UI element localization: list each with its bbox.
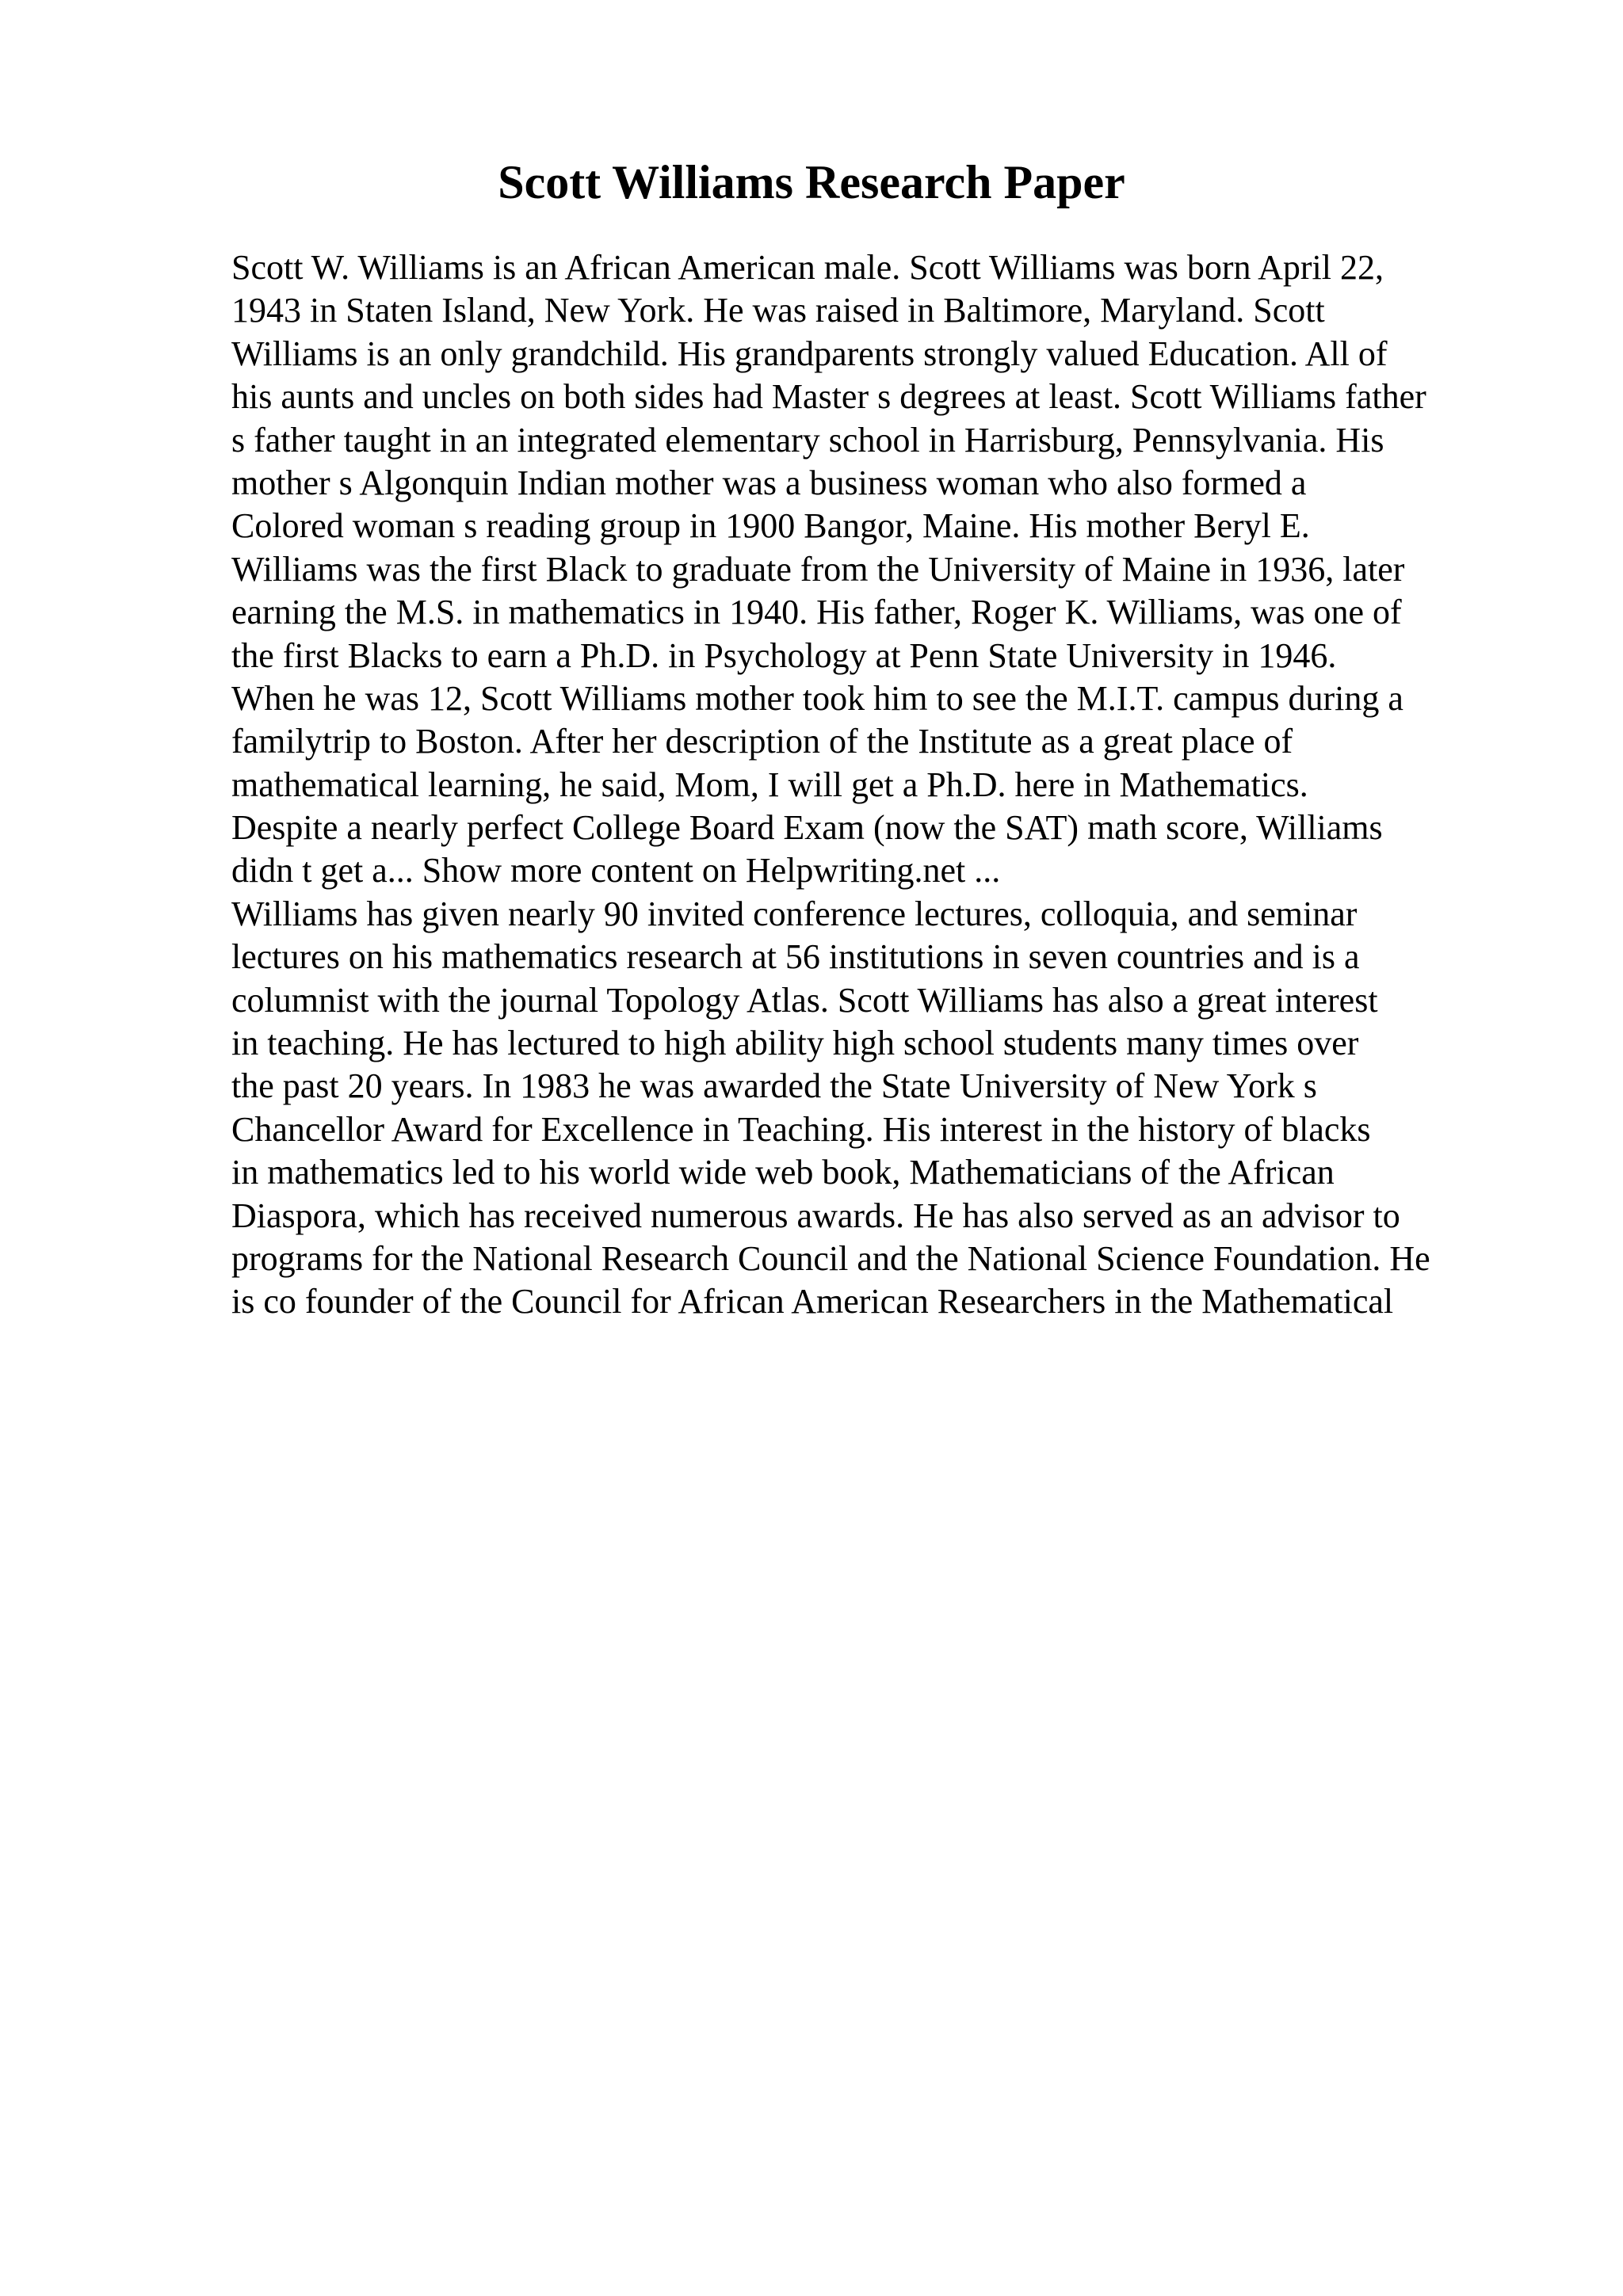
text-line: is co founder of the Council for African American Researchers in the Mathematical	[231, 1282, 1394, 1322]
text-line: Williams was the first Black to graduate from the University of Maine in 1936, later	[231, 549, 1405, 589]
text-line: s father taught in an integrated elementary school in Harrisburg, Pennsylvania. His	[231, 420, 1384, 460]
text-line: 1943 in Staten Island, New York. He was raised in Baltimore, Maryland. Scott	[231, 291, 1325, 330]
text-line: Scott W. Williams is an African American male. Scott Williams was born April 22,	[231, 248, 1384, 287]
text-line: When he was 12, Scott Williams mother took him to see the M.I.T. campus during a	[231, 678, 1403, 718]
text-line: mathematical learning, he said, Mom, I will get a Ph.D. here in Mathematics.	[231, 765, 1308, 804]
text-line: familytrip to Boston. After her description of the Institute as a great place of	[231, 722, 1293, 761]
body-text	[231, 246, 1563, 1324]
text-line: the first Blacks to earn a Ph.D. in Psychology at Penn State University in 1946.	[231, 635, 1337, 675]
text-line: Chancellor Award for Excellence in Teaching. His interest in the history of blacks	[231, 1109, 1371, 1149]
text-line: Williams is an only grandchild. His grandparents strongly valued Education. All of	[231, 334, 1388, 373]
text-line: programs for the National Research Council and the National Science Foundation. He	[231, 1238, 1430, 1278]
text-line: Diaspora, which has received numerous awards. He has also served as an advisor to	[231, 1196, 1400, 1235]
text-line: his aunts and uncles on both sides had Master s degrees at least. Scott Williams father	[231, 377, 1426, 417]
text-line: mother s Algonquin Indian mother was a business woman who also formed a	[231, 463, 1307, 502]
text-line: lectures on his mathematics research at 56 institutions in seven countries and is a	[231, 937, 1360, 977]
text-line: earning the M.S. in mathematics in 1940. His father, Roger K. Williams, was one of	[231, 593, 1402, 632]
text-line: Despite a nearly perfect College Board Exam (now the SAT) math score, Williams	[231, 808, 1383, 848]
text-line: Williams has given nearly 90 invited conference lectures, colloquia, and seminar	[231, 894, 1358, 933]
text-line: columnist with the journal Topology Atlas. Scott Williams has also a great interest	[231, 980, 1378, 1020]
text-line: Colored woman s reading group in 1900 Bangor, Maine. His mother Beryl E.	[231, 506, 1310, 546]
page-title: Scott Williams Research Paper	[498, 156, 1125, 208]
text-line: the past 20 years. In 1983 he was awarded the State University of New York s	[231, 1066, 1317, 1106]
text-line: didn t get a... Show more content on Helpwriting.net ...	[231, 851, 1001, 891]
text-line: in teaching. He has lectured to high ability high school students many times over	[231, 1024, 1359, 1063]
text-line: in mathematics led to his world wide web book, Mathematicians of the African	[231, 1153, 1335, 1192]
